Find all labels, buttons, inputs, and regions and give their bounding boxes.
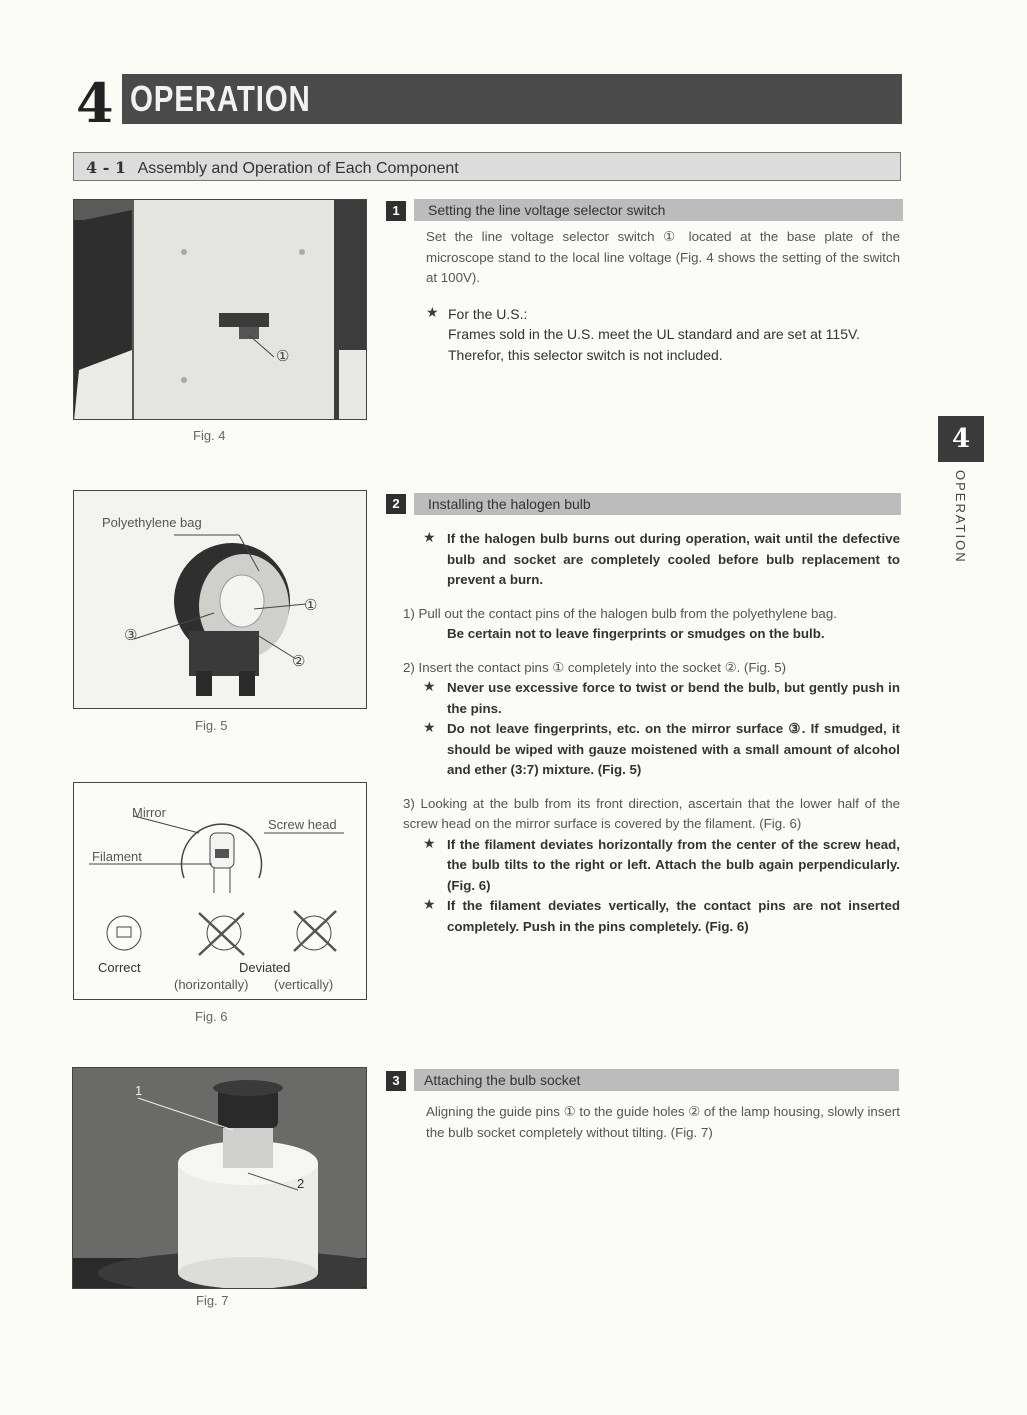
figure-4-caption: Fig. 4 xyxy=(193,428,226,443)
star-icon: ★ xyxy=(426,303,439,320)
step-3-title: Attaching the bulb socket xyxy=(424,1072,581,1088)
fig5-callout-3: ③ xyxy=(124,627,138,644)
step-2-sub-1 xyxy=(403,604,900,645)
chapter-number: 4 xyxy=(76,71,114,135)
fig6-filament-label: Filament xyxy=(92,849,142,864)
bulb-socket-illustration xyxy=(73,1068,367,1289)
fig6-vertically-label: (vertically) xyxy=(274,977,334,992)
step-2-number: 2 xyxy=(386,494,406,514)
fig5-callout-2: ② xyxy=(292,653,306,670)
fig4-callout-1: ① xyxy=(276,348,290,365)
step-3-number: 3 xyxy=(386,1071,406,1091)
chapter-title: OPERATION xyxy=(130,78,311,119)
step-1-body: Set the line voltage selector switch ① located at the base plate of the microscope stand to the local line voltage (Fig. 4 shows the setting of the switch at 100V). xyxy=(426,229,900,285)
step-2-sub-2-note-2-text: Do not leave fingerprints, etc. on the mirror surface ③. If smudged, it should be wiped with gauze moistened with a small amount of alcohol and ether (3:7) mixture. (Fig. 5) xyxy=(447,721,900,777)
side-tab-label: OPERATION xyxy=(953,470,968,564)
step-1-content xyxy=(426,227,900,365)
step-2-title: Installing the halogen bulb xyxy=(428,496,591,512)
step-2-sub-3-text: 3) Looking at the bulb from its front direction, ascertain that the lower half of the screw head on the mirror surface is covered by the filament. (Fig. 6) xyxy=(403,795,900,831)
fig6-correct-label: Correct xyxy=(98,960,141,975)
step-1-number: 1 xyxy=(386,201,406,221)
figure-5-photo xyxy=(73,490,367,709)
voltage-switch-illustration xyxy=(74,200,367,420)
star-icon: ★ xyxy=(423,719,436,735)
section-number: 4 - 1 xyxy=(86,158,127,177)
figure-5-caption: Fig. 5 xyxy=(195,718,228,733)
figure-6-caption: Fig. 6 xyxy=(195,1009,228,1024)
step-2-sub-1-note: Be certain not to leave fingerprints or smudges on the bulb. xyxy=(447,626,825,641)
step-2-sub-2-note-2 xyxy=(403,719,900,781)
step-2-warning-text: If the halogen bulb burns out during operation, wait until the defective bulb and socket are completely cooled before bulb replacement to prevent a burn. xyxy=(447,531,900,587)
fig6-mirror-label: Mirror xyxy=(132,805,166,820)
star-icon: ★ xyxy=(423,834,436,851)
step-2-content xyxy=(403,529,900,937)
step-1-note xyxy=(426,304,900,366)
fig6-deviated-label: Deviated xyxy=(239,960,291,975)
step-1-title: Setting the line voltage selector switch xyxy=(428,202,666,218)
figure-4-photo xyxy=(73,199,367,420)
side-tab-number: 4 xyxy=(938,416,984,462)
step-2-sub-2-note-1-text: Never use excessive force to twist or bend the bulb, but gently push in the pins. xyxy=(447,680,900,716)
fig7-callout-2: 2 xyxy=(297,1176,305,1191)
section-header xyxy=(86,158,459,178)
star-icon: ★ xyxy=(423,529,436,545)
step-2-sub-3 xyxy=(403,794,900,938)
fig5-callout-1: ① xyxy=(304,597,318,614)
step-2-sub-3-note-1 xyxy=(403,835,900,897)
step-2-sub-3-note-2 xyxy=(403,896,900,937)
fig7-callout-1: 1 xyxy=(135,1083,143,1098)
fig5-bag-label: Polyethylene bag xyxy=(102,515,202,530)
fig6-screw-head-label: Screw head xyxy=(268,817,337,832)
star-icon: ★ xyxy=(423,678,436,694)
figure-6-diagram xyxy=(73,782,367,1000)
step-3-body: Aligning the guide pins ① to the guide holes ② of the lamp housing, slowly insert the bulb socket completely without tilting. (Fig. 7) xyxy=(426,1104,900,1140)
step-2-warning xyxy=(403,529,900,591)
step-2-sub-3-note-1-text: If the filament deviates horizontally from the center of the screw head, the bulb tilts to the right or left. Attach the bulb again perpendicularly. (Fig. 6) xyxy=(447,836,900,893)
step-3-content xyxy=(426,1102,900,1143)
fig6-horizontally-label: (horizontally) xyxy=(174,977,249,992)
section-title: Assembly and Operation of Each Component xyxy=(137,160,459,177)
step-2-sub-2 xyxy=(403,658,900,781)
step-2-sub-1-text: 1) Pull out the contact pins of the halogen bulb from the polyethylene bag. xyxy=(403,605,837,621)
step-2-sub-2-note-1 xyxy=(403,678,900,719)
star-icon: ★ xyxy=(423,896,436,912)
step-1-note-head: For the U.S.: xyxy=(448,305,528,322)
step-1-note-body: Frames sold in the U.S. meet the UL standard and are set at 115V. Therefor, this selector switch is not included. xyxy=(448,326,860,363)
step-2-sub-3-note-2-text: If the filament deviates vertically, the contact pins are not inserted completely. Push in the pins completely. (Fig. 6) xyxy=(447,898,900,934)
figure-7-photo xyxy=(72,1067,367,1289)
figure-7-caption: Fig. 7 xyxy=(196,1293,229,1308)
step-2-sub-2-text: 2) Insert the contact pins ① completely into the socket ②. (Fig. 5) xyxy=(403,659,787,675)
